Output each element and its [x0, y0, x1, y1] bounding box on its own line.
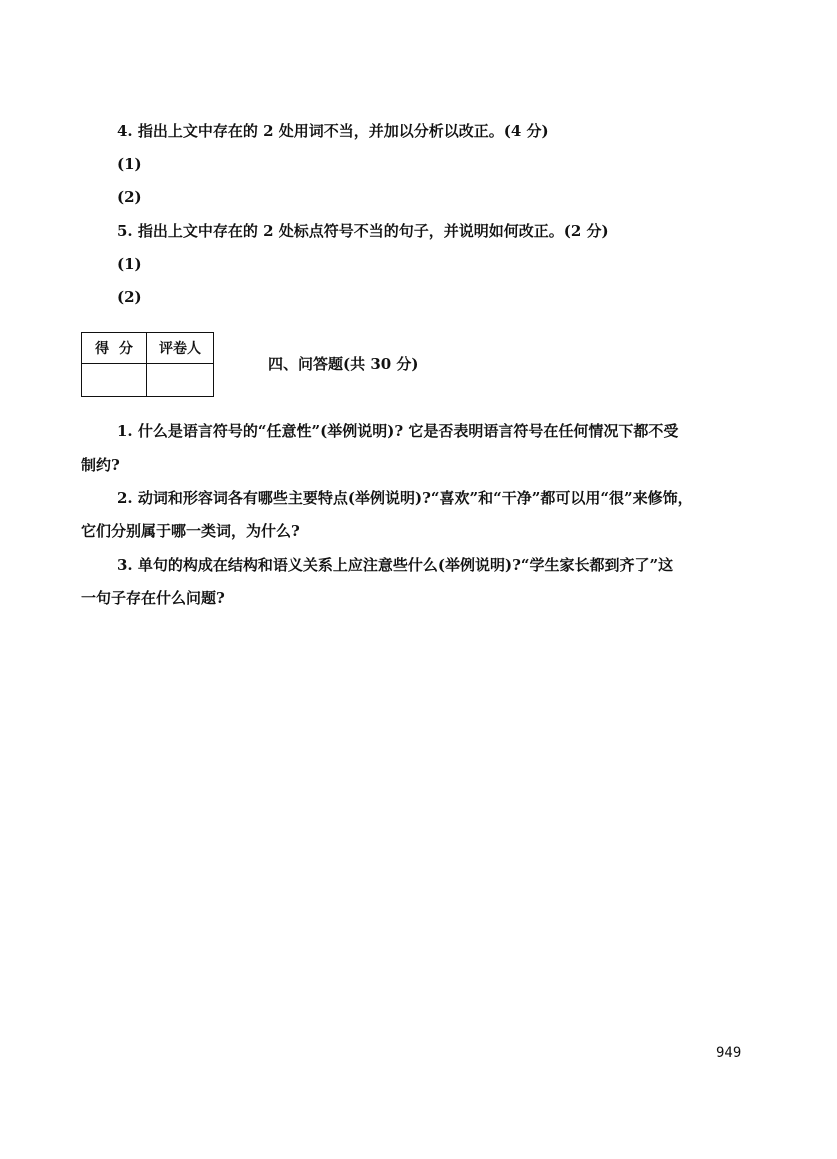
- section-4-title: 四、问答题(共 30 分): [268, 355, 419, 373]
- question-4-answer-2-marker: (2): [117, 188, 142, 206]
- question-1-line-2: 制约?: [81, 456, 120, 474]
- question-1-line-1: 1. 什么是语言符号的“任意性”(举例说明)? 它是否表明语言符号在任何情况下都不受: [117, 422, 679, 440]
- score-box: [81, 332, 214, 397]
- question-4-answer-1-marker: (1): [117, 155, 142, 173]
- question-3-line-2: 一句子存在什么问题?: [81, 589, 225, 607]
- question-5-answer-2-marker: (2): [117, 288, 142, 306]
- score-label: 得 分: [82, 333, 147, 364]
- score-cell: [82, 364, 147, 397]
- question-5-prompt: 5. 指出上文中存在的 2 处标点符号不当的句子，并说明如何改正。(2 分): [117, 222, 609, 240]
- page-number: 949: [716, 1045, 742, 1061]
- grader-cell: [147, 364, 214, 397]
- question-5-answer-1-marker: (1): [117, 255, 142, 273]
- question-2-line-1: 2. 动词和形容词各有哪些主要特点(举例说明)?“喜欢”和“干净”都可以用“很”来修饰，: [117, 489, 693, 507]
- question-3-line-1: 3. 单句的构成在结构和语义关系上应注意些什么(举例说明)?“学生家长都到齐了”这: [117, 556, 674, 574]
- grader-label: 评卷人: [147, 333, 214, 364]
- question-2-line-2: 它们分别属于哪一类词，为什么?: [81, 522, 300, 540]
- question-4-prompt: 4. 指出上文中存在的 2 处用词不当，并加以分析以改正。(4 分): [117, 122, 549, 140]
